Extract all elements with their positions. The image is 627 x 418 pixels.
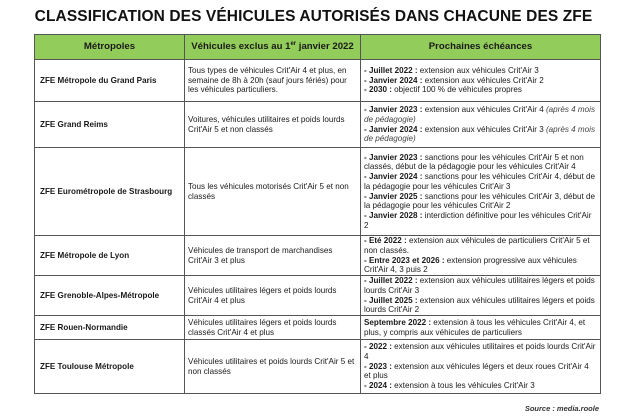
echeance-date: - Janvier 2023 :	[364, 105, 423, 115]
cell-prochaines-echeances	[361, 340, 601, 394]
header-prochaines-echeances: Prochaines échéances	[361, 35, 601, 60]
echeance-text: extension aux véhicules utilitaires légers et poids lourds Crit'Air 2	[364, 295, 595, 315]
header-metropoles: Métropoles	[35, 35, 185, 60]
echeance-date: - Juillet 2022 :	[364, 276, 418, 286]
cell-metropole: ZFE Métropole de Lyon	[35, 236, 185, 276]
table-row	[35, 102, 601, 148]
echeance-item	[364, 85, 597, 95]
cell-metropole: ZFE Rouen-Normandie	[35, 316, 185, 340]
table-row	[35, 316, 601, 340]
table-body	[35, 60, 601, 394]
echeance-text: extension aux véhicules utilitaires et poids lourds Crit'Air 4	[364, 342, 596, 361]
echeance-date: - Entre 2023 et 2026 :	[364, 255, 445, 265]
echeance-date: - Juillet 2025 :	[364, 295, 418, 305]
echeance-item	[364, 296, 597, 315]
echeance-item	[364, 276, 597, 295]
echeance-text: interdiction définitive pour les véhicules Crit'Air 2	[364, 210, 592, 230]
header-vehicules-exclus	[185, 35, 361, 60]
echeance-text: sanctions pour les véhicules Crit'Air 5 et non classés, début de la pédagogie pour les véhicules Crit'Air 4	[364, 152, 584, 172]
echeance-text: extension aux véhicules Crit'Air 4	[422, 105, 546, 115]
echeance-date: Septembre 2022 :	[364, 317, 432, 327]
echeance-text: extension aux véhicules Crit'Air 2	[422, 75, 544, 85]
echeance-date: - 2023 :	[364, 361, 392, 371]
cell-prochaines-echeances	[361, 60, 601, 102]
cell-metropole: ZFE Eurométropole de Strasbourg	[35, 148, 185, 236]
echeance-date: - Janvier 2024 :	[364, 124, 423, 134]
echeance-item	[364, 125, 597, 144]
cell-metropole: ZFE Métropole du Grand Paris	[35, 60, 185, 102]
cell-prochaines-echeances	[361, 102, 601, 148]
cell-vehicules-exclus: Véhicules utilitaires et poids lourds Crit'Air 5 et non classés	[185, 340, 361, 394]
echeance-text: extension aux véhicules Crit'Air 3	[417, 65, 539, 75]
cell-vehicules-exclus: Véhicules de transport de marchandises Crit'Air 3 et plus	[185, 236, 361, 276]
echeance-text: extension aux véhicules Crit'Air 3	[422, 124, 546, 134]
echeance-text: extension aux véhicules de particuliers Crit'Air 5 et non classés.	[364, 236, 590, 255]
echeance-text: extension à tous les véhicules Crit'Air 4, et plus, y compris aux véhicules de particuliers	[364, 317, 586, 337]
header-vehicules-exclus-sup: er	[290, 40, 297, 47]
echeance-text: sanctions pour les véhicules Crit'Air 3, début de la pédagogie pour les véhicules Crit'Air 2	[364, 191, 596, 211]
echeance-text: objectif 100 % de véhicules propres	[391, 85, 522, 95]
table-row	[35, 60, 601, 102]
echeance-date: - Janvier 2024 :	[364, 75, 423, 85]
cell-vehicules-exclus: Tous les véhicules motorisés Crit'Air 5 et non classés	[185, 148, 361, 236]
header-vehicules-exclus-post: janvier 2022	[296, 40, 354, 52]
echeance-item	[364, 342, 597, 361]
echeance-date: - Janvier 2023 :	[364, 152, 423, 162]
cell-prochaines-echeances	[361, 316, 601, 340]
header-vehicules-exclus-pre: Véhicules exclus au 1	[191, 40, 291, 52]
source-note: Source : media.roole	[524, 404, 599, 413]
table-row	[35, 340, 601, 394]
echeance-note: (après 4 mois de pédagogie)	[364, 105, 595, 124]
echeance-item	[364, 236, 597, 255]
echeance-item	[364, 153, 597, 172]
echeance-item	[364, 381, 597, 391]
table-row	[35, 148, 601, 236]
echeance-date: - Janvier 2024 :	[364, 172, 423, 182]
echeance-item	[364, 105, 597, 124]
cell-prochaines-echeances	[361, 148, 601, 236]
echeance-text: extension aux véhicules utilitaires légers et poids lourds Crit'Air 3	[364, 276, 595, 295]
echeance-item	[364, 211, 597, 230]
echeance-date: - Eté 2022 :	[364, 236, 407, 246]
echeance-date: - 2022 :	[364, 342, 392, 352]
cell-vehicules-exclus: Véhicules utilitaires légers et poids lourds classés Crit'Air 4 et plus	[185, 316, 361, 340]
zfe-table	[34, 34, 601, 394]
cell-metropole: ZFE Grenoble-Alpes-Métropole	[35, 276, 185, 316]
echeance-date: - Janvier 2028 :	[364, 210, 423, 220]
echeance-note: (après 4 mois de pédagogie)	[364, 124, 595, 144]
cell-vehicules-exclus: Véhicules utilitaires légers et poids lourds Crit'Air 4 et plus	[185, 276, 361, 316]
echeance-item	[364, 192, 597, 211]
echeance-item	[364, 66, 597, 76]
echeance-item	[364, 318, 597, 337]
echeance-date: - Juillet 2022 :	[364, 65, 418, 75]
echeance-item	[364, 76, 597, 86]
echeance-item	[364, 256, 597, 275]
echeance-item	[364, 362, 597, 381]
cell-prochaines-echeances	[361, 276, 601, 316]
echeance-text: extension à tous les véhicules Crit'Air 3	[391, 381, 535, 391]
echeance-item	[364, 172, 597, 191]
document-title: CLASSIFICATION DES VÉHICULES AUTORISÉS DANS CHACUNE DES ZFE	[34, 8, 593, 25]
echeance-date: - Janvier 2025 :	[364, 191, 423, 201]
table-header	[35, 35, 601, 60]
cell-metropole: ZFE Toulouse Métropole	[35, 340, 185, 394]
cell-prochaines-echeances	[361, 236, 601, 276]
echeance-text: extension aux véhicules légers et deux roues Crit'Air 4 et plus	[364, 361, 589, 381]
echeance-date: - 2030 :	[364, 85, 392, 95]
cell-vehicules-exclus: Tous types de véhicules Crit'Air 4 et plus, en semaine de 8h à 20h (sauf jours fériés) pour les véhicules particuliers.	[185, 60, 361, 102]
echeance-date: - 2024 :	[364, 381, 392, 391]
echeance-text: extension progressive aux véhicules Crit'Air 4, 3 puis 2	[364, 255, 577, 275]
cell-metropole: ZFE Grand Reims	[35, 102, 185, 148]
header-row	[35, 35, 601, 60]
table-row	[35, 276, 601, 316]
echeance-text: sanctions pour les véhicules Crit'Air 4, début de la pédagogie pour les véhicules Crit'Air 3	[364, 172, 596, 191]
cell-vehicules-exclus: Voitures, véhicules utilitaires et poids lourds Crit'Air 5 et non classés	[185, 102, 361, 148]
table-row	[35, 236, 601, 276]
